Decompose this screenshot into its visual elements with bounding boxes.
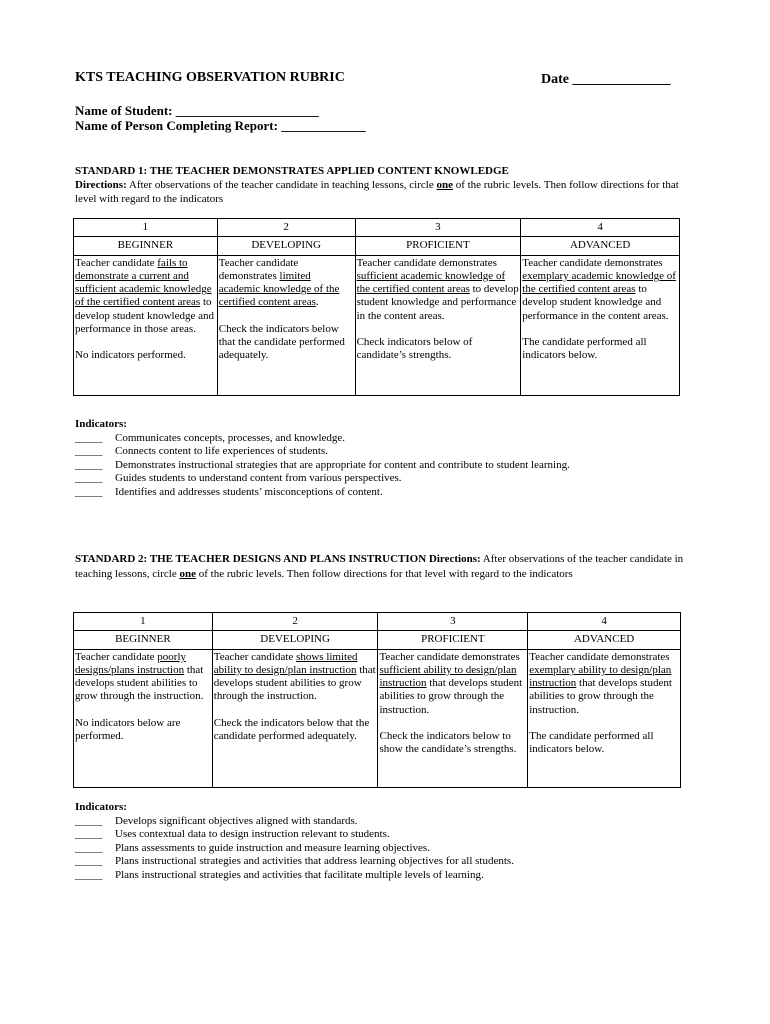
advanced-description: Teacher candidate demonstrates exemplary academic knowledge of the certified content areas to develop student knowledge and performance in the content areas. The candidate performed all indicators below.: [521, 255, 680, 395]
standard-1-directions-label: Directions:: [75, 179, 127, 191]
beginner-description: Teacher candidate poorly designs/plans instruction that develops student abilities to grow through the instruction. No indicators below are performed.: [74, 649, 213, 787]
standard-1-directions-one: one: [436, 179, 453, 191]
standard-2-heading: STANDARD 2: THE TEACHER DESIGNS AND PLANS INSTRUCTION: [75, 553, 427, 565]
advanced-description: Teacher candidate demonstrates exemplary ability to design/plan instruction that develops student abilities to grow through the instruction. The candidate performed all indicators below.: [528, 649, 681, 787]
level-beginner[interactable]: BEGINNER: [74, 237, 218, 255]
proficient-note: Check the indicators below to show the candidate’s strengths.: [379, 730, 517, 756]
level-advanced[interactable]: ADVANCED: [528, 631, 681, 649]
standard-2-directions-label: Directions:: [428, 553, 481, 565]
beginner-description: Teacher candidate fails to demonstrate a current and sufficient academic knowledge of the certified content areas to develop student knowledge and performance in those areas. No indicators performed.: [74, 255, 218, 395]
standard-2-rubric-table: [73, 612, 681, 788]
developing-description: Teacher candidate demonstrates limited academic knowledge of the certified content areas. Check the indicators below that the candidate performed adequately.: [217, 255, 355, 395]
level-number-4[interactable]: 4: [528, 613, 681, 631]
level-advanced[interactable]: ADVANCED: [521, 237, 680, 255]
proficient-note: Check indicators below of candidate’s strengths.: [356, 336, 473, 362]
standard-2-intro: [75, 552, 700, 582]
indicator-item[interactable]: _____ Communicates concepts, processes, and knowledge.: [75, 431, 346, 444]
level-number-3[interactable]: 3: [355, 219, 521, 237]
standard-2-directions-text-end: of the rubric levels. Then follow directions for that level with regard to the indicators: [195, 568, 573, 580]
indicator-item[interactable]: _____ Identifies and addresses students’ misconceptions of content.: [75, 485, 383, 498]
indicators-label: Indicators:: [75, 418, 127, 430]
level-developing[interactable]: DEVELOPING: [212, 631, 378, 649]
indicators-label: Indicators:: [75, 801, 127, 813]
student-name-field[interactable]: Name of Student: ______________________: [75, 103, 319, 118]
indicator-item[interactable]: _____ Guides students to understand content from various perspectives.: [75, 472, 402, 484]
indicator-item[interactable]: _____ Plans instructional strategies and activities that address learning objectives for all students.: [75, 855, 514, 867]
level-proficient[interactable]: PROFICIENT: [378, 631, 528, 649]
level-beginner[interactable]: BEGINNER: [74, 631, 213, 649]
proficient-description: Teacher candidate demonstrates sufficient ability to design/plan instruction that develops student abilities to grow through the instruction. Check the indicators below to show the candidate’s strengths.: [378, 649, 528, 787]
standard-1-rubric-table: [73, 218, 680, 396]
standard-1-heading: STANDARD 1: THE TEACHER DEMONSTRATES APPLIED CONTENT KNOWLEDGE: [75, 165, 509, 177]
level-developing[interactable]: DEVELOPING: [217, 237, 355, 255]
standard-1-indicators: [75, 418, 715, 499]
indicator-item[interactable]: _____ Develops significant objectives aligned with standards.: [75, 814, 358, 827]
level-number-3[interactable]: 3: [378, 613, 528, 631]
advanced-note: The candidate performed all indicators below.: [522, 336, 647, 362]
standard-1-directions-text: After observations of the teacher candidate in teaching lessons, circle: [126, 179, 437, 191]
level-proficient[interactable]: PROFICIENT: [355, 237, 521, 255]
indicator-item[interactable]: _____ Plans assessments to guide instruction and measure learning objectives.: [75, 841, 430, 854]
level-number-1[interactable]: 1: [74, 219, 218, 237]
advanced-note: The candidate performed all indicators below.: [529, 730, 654, 756]
report-person-field[interactable]: Name of Person Completing Report: _____________: [75, 118, 366, 133]
level-number-2[interactable]: 2: [212, 613, 378, 631]
level-number-4[interactable]: 4: [521, 219, 680, 237]
standard-2-directions-one: one: [179, 568, 196, 580]
standard-1-directions-text-end: of the rubric levels. Then follow directions for that level with regard to the indicators: [75, 179, 679, 205]
indicator-item[interactable]: _____ Uses contextual data to design instruction relevant to students.: [75, 828, 390, 840]
standard-2-indicators: [75, 801, 715, 882]
developing-note: Check the indicators below that the candidate performed adequately.: [218, 322, 345, 362]
level-number-1[interactable]: 1: [74, 613, 213, 631]
developing-note: Check the indicators below that the candidate performed adequately.: [213, 716, 370, 743]
date-field[interactable]: Date ______________: [541, 72, 671, 87]
proficient-description: Teacher candidate demonstrates sufficient academic knowledge of the certified content areas to develop student knowledge and performance in the content areas. Check indicators below of candidate’s strengths.: [355, 255, 521, 395]
beginner-note: No indicators performed.: [75, 349, 186, 362]
indicator-item[interactable]: _____ Demonstrates instructional strategies that are appropriate for content and contribute to student learning.: [75, 458, 570, 471]
standard-1-intro: [75, 164, 695, 206]
document-title: KTS TEACHING OBSERVATION RUBRIC: [75, 70, 345, 85]
indicator-item[interactable]: _____ Connects content to life experiences of students.: [75, 445, 328, 457]
standard-2-directions-text: After observations of the teacher candidate in teaching lessons, circle: [75, 553, 684, 580]
indicator-item[interactable]: _____ Plans instructional strategies and activities that facilitate multiple levels of learning.: [75, 868, 484, 881]
level-number-2[interactable]: 2: [217, 219, 355, 237]
beginner-note: No indicators below are performed.: [75, 716, 181, 743]
developing-description: Teacher candidate shows limited ability to design/plan instruction that develops student abilities to grow through the instruction. Check the indicators below that the candidate performed adequately.: [212, 649, 378, 787]
